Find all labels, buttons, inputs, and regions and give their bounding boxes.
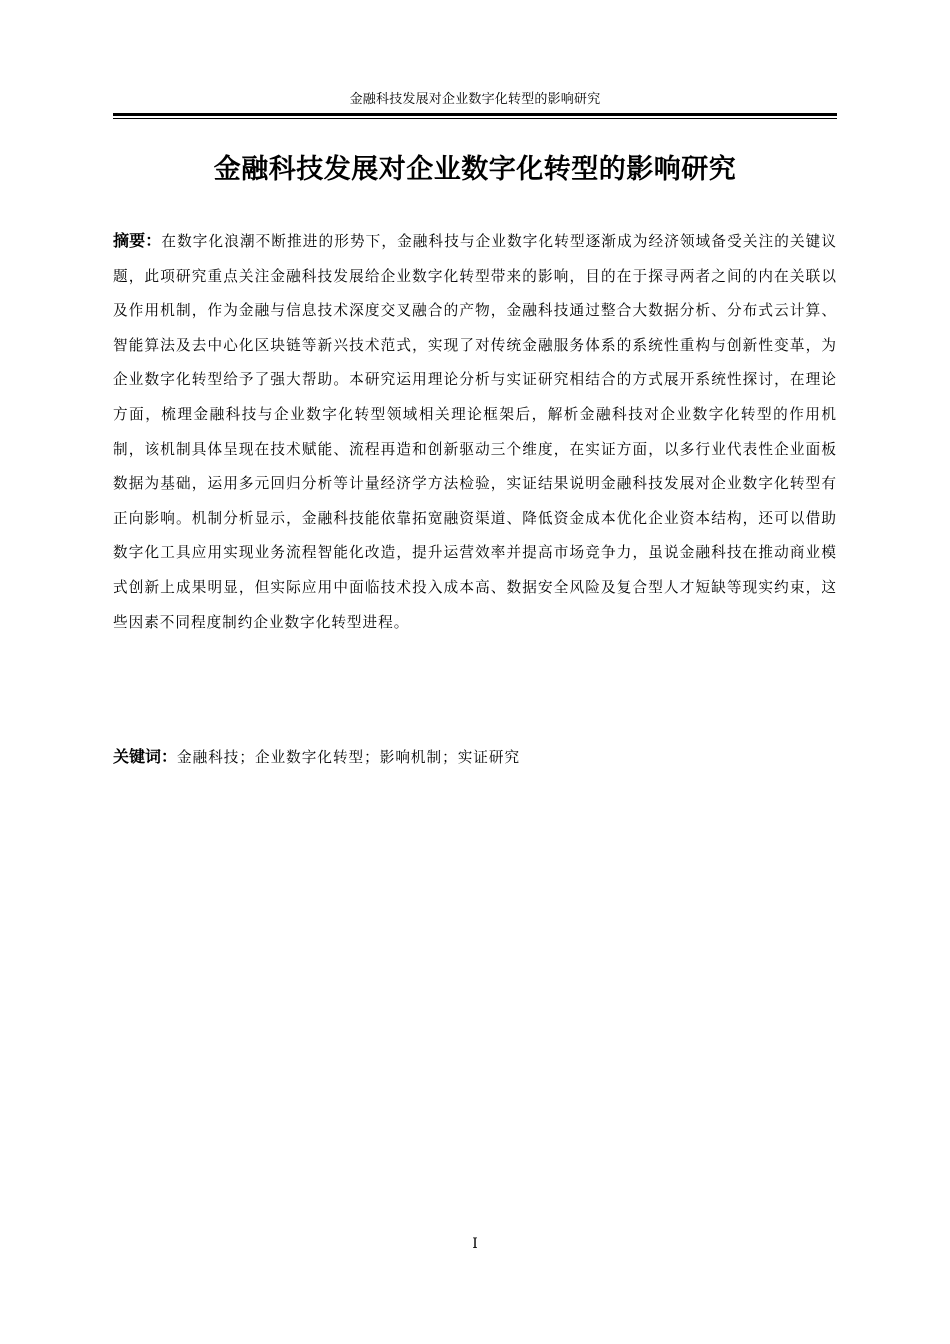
keywords-line [113,740,837,775]
header-rule-thick [113,113,837,116]
page-title: 金融科技发展对企业数字化转型的影响研究 [213,154,737,185]
keywords-label: 关键词： [113,747,178,766]
header-rule-thin [113,118,837,119]
keywords-text: 金融科技；企业数字化转型；影响机制；实证研究 [177,749,521,766]
abstract-label: 摘要： [113,231,162,250]
running-header: 金融科技发展对企业数字化转型的影响研究 [349,92,601,107]
page-number: I [472,1236,478,1252]
abstract-paragraph [113,224,837,640]
abstract-text: 在数字化浪潮不断推进的形势下，金融科技与企业数字化转型逐渐成为经济领域备受关注的关键议题，此项研究重点关注金融科技发展给企业数字化转型带来的影响，目的在于探寻两者之间的内在关联以及作用机制，作为金融与信息技术深度交叉融合的产物，金融科技通过整合大数据分析、分布式云计算、智能算法及去中心化区块链等新兴技术范式，实现了对传统金融服务体系的系统性重构与创新性变革，为企业数字化转型给予了强大帮助。本研究运用理论分析与实证研究相结合的方式展开系统性探讨，在理论方面，梳理金融科技与企业数字化转型领域相关理论框架后，解析金融科技对企业数字化转型的作用机制，该机制具体呈现在技术赋能、流程再造和创新驱动三个维度，在实证方面，以多行业代表性企业面板数据为基础，运用多元回归分析等计量经济学方法检验，实证结果说明金融科技发展对企业数字化转型有正向影响。机制分析显示，金融科技能依靠拓宽融资渠道、降低资金成本优化企业资本结构，还可以借助数字化工具应用实现业务流程智能化改造，提升运营效率并提高市场竞争力，虽说金融科技在推动商业模式创新上成果明显，但实际应用中面临技术投入成本高、数据安全风险及复合型人才短缺等现实约束，这些因素不同程度制约企业数字化转型进程。 [113,233,837,631]
